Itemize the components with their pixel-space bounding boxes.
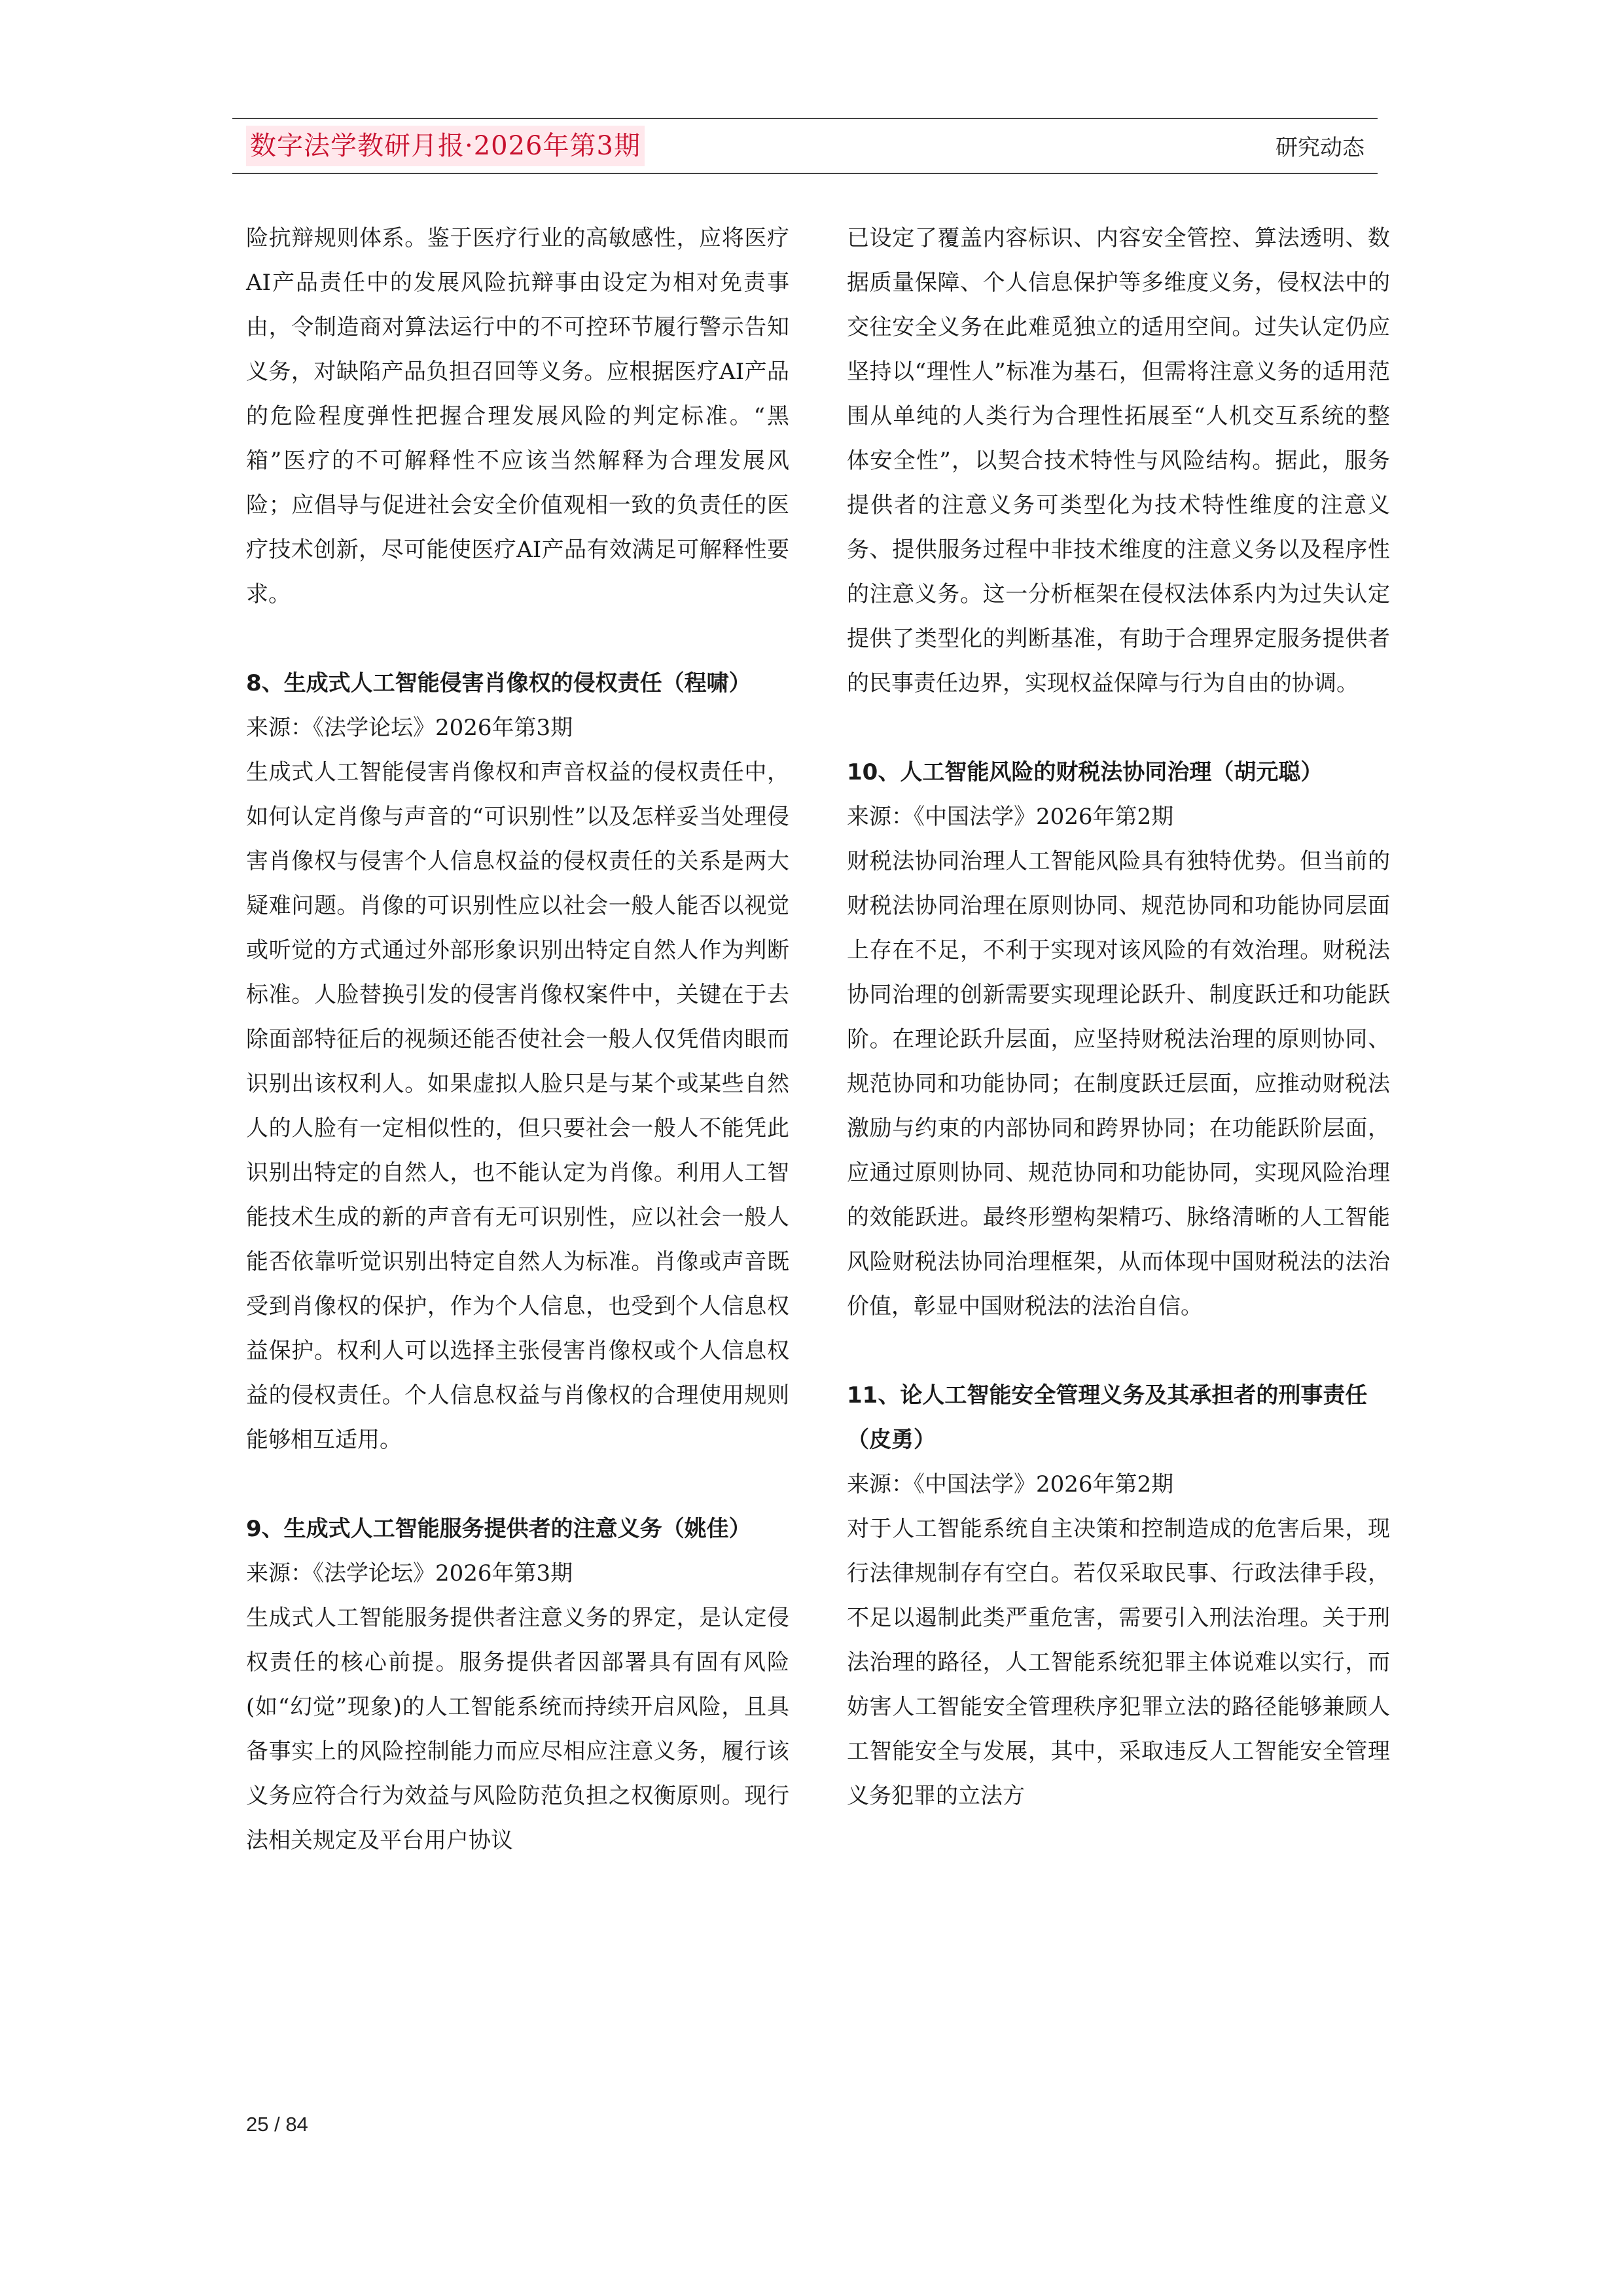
article-title: 8、生成式人工智能侵害肖像权的侵权责任（程啸） [246,670,751,696]
article-9 [246,1507,789,1863]
article-11 [847,1373,1390,1818]
article-source: 来源：《中国法学》2026年第2期 [847,804,1174,830]
article-10 [847,750,1390,1329]
page-number: 25 / 84 [246,2113,308,2136]
left-column [246,216,789,1863]
continued-paragraph: 已设定了覆盖内容标识、内容安全管控、算法透明、数据质量保障、个人信息保护等多维度义务，侵权法中的交往安全义务在此难觅独立的适用空间。过失认定仍应坚持以“理性人”标准为基石，但需将注意义务的适用范围从单纯的人类行为合理性拓展至“人机交互系统的整体安全性”，以契合技术特性与风险结构。据此，服务提供者的注意义务可类型化为技术特性维度的注意义务、提供服务过程中非技术维度的注意义务以及程序性的注意义务。这一分析框架在侵权法体系内为过失认定提供了类型化的判断基准，有助于合理界定服务提供者的民事责任边界，实现权益保障与行为自由的协调。 [847,225,1390,696]
article-abstract: 财税法协同治理人工智能风险具有独特优势。但当前的财税法协同治理在原则协同、规范协同和功能协同层面上存在不足，不利于实现对该风险的有效治理。财税法协同治理的创新需要实现理论跃升、制度跃迁和功能跃阶。在理论跃升层面，应坚持财税法治理的原则协同、规范协同和功能协同；在制度跃迁层面，应推动财税法激励与约束的内部协同和跨界协同；在功能跃阶层面，应通过原则协同、规范协同和功能协同，实现风险治理的效能跃进。最终形塑构架精巧、脉络清晰的人工智能风险财税法协同治理框架，从而体现中国财税法的法治价值，彰显中国财税法的法治自信。 [847,848,1390,1319]
article-source: 来源：《法学论坛》2026年第3期 [246,1560,573,1587]
article-abstract: 对于人工智能系统自主决策和控制造成的危害后果，现行法律规制存有空白。若仅采取民事、行政法律手段，不足以遏制此类严重危害，需要引入刑法治理。关于刑法治理的路径，人工智能系统犯罪主体说难以实行，而妨害人工智能安全管理秩序犯罪立法的路径能够兼顾人工智能安全与发展，其中，采取违反人工智能安全管理义务犯罪的立法方 [847,1516,1390,1809]
continued-paragraph: 险抗辩规则体系。鉴于医疗行业的高敏感性，应将医疗AI产品责任中的发展风险抗辩事由设定为相对免责事由，令制造商对算法运行中的不可控环节履行警示告知义务，对缺陷产品负担召回等义务。应根据医疗AI产品的危险程度弹性把握合理发展风险的判定标准。“黑箱”医疗的不可解释性不应该当然解释为合理发展风险；应倡导与促进社会安全价值观相一致的负责任的医疗技术创新，尽可能使医疗AI产品有效满足可解释性要求。 [246,225,789,607]
header-top-rule [232,118,1378,119]
article-abstract: 生成式人工智能服务提供者注意义务的界定，是认定侵权责任的核心前提。服务提供者因部署具有固有风险(如“幻觉”现象)的人工智能系统而持续开启风险，且具备事实上的风险控制能力而应尽相应注意义务，履行该义务应符合行为效益与风险防范负担之权衡原则。现行法相关规定及平台用户协议 [246,1605,789,1854]
right-column [847,216,1390,1818]
article-title: 9、生成式人工智能服务提供者的注意义务（姚佳） [246,1516,751,1542]
article-source: 来源：《中国法学》2026年第2期 [847,1471,1174,1498]
journal-title: 数字法学教研月报·2026年第3期 [246,126,645,166]
article-source: 来源：《法学论坛》2026年第3期 [246,715,573,741]
section-label: 研究动态 [1275,135,1364,161]
article-title: 10、人工智能风险的财税法协同治理（胡元聪） [847,759,1323,785]
article-title: 11、论人工智能安全管理义务及其承担者的刑事责任（皮勇） [847,1382,1368,1453]
header-bottom-rule [232,173,1378,174]
article-8 [246,661,789,1462]
article-abstract: 生成式人工智能侵害肖像权和声音权益的侵权责任中，如何认定肖像与声音的“可识别性”以及怎样妥当处理侵害肖像权与侵害个人信息权益的侵权责任的关系是两大疑难问题。肖像的可识别性应以社会一般人能否以视觉或听觉的方式通过外部形象识别出特定自然人作为判断标准。人脸替换引发的侵害肖像权案件中，关键在于去除面部特征后的视频还能否使社会一般人仅凭借肉眼而识别出该权利人。如果虚拟人脸只是与某个或某些自然人的人脸有一定相似性的，但只要社会一般人不能凭此识别出特定的自然人，也不能认定为肖像。利用人工智能技术生成的新的声音有无可识别性，应以社会一般人能否依靠听觉识别出特定自然人为标准。肖像或声音既受到肖像权的保护，作为个人信息，也受到个人信息权益保护。权利人可以选择主张侵害肖像权或个人信息权益的侵权责任。个人信息权益与肖像权的合理使用规则能够相互适用。 [246,759,789,1453]
